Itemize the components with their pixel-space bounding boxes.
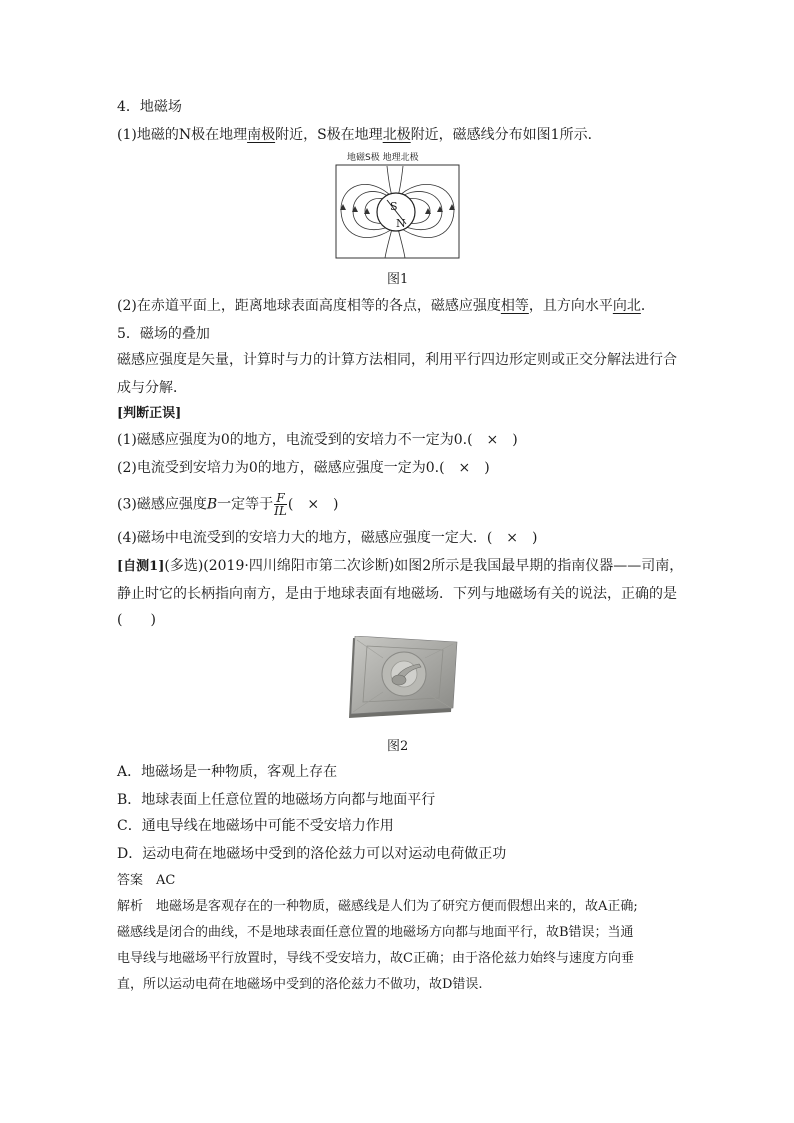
self-test-line-1 [117,556,683,577]
text: ，且方向水平 [528,298,613,314]
paragraph-3-line-2: 成与分解． [117,380,187,396]
explanation-line-1: 解析 地磁场是客观存在的一种物质，磁感线是人们为了研究方便而假想出来的，故A正确; [117,899,638,914]
explanation-line-3: 电导线与地磁场平行放置时，导线不受安培力，故C正确；由于洛伦兹力始终与速度方向垂 [117,951,634,966]
option-b: B．地球表面上任意位置的地磁场方向都与地面平行 [117,792,436,808]
denominator: IL [274,504,287,518]
answer: 答案 AC [117,873,176,888]
text: 一定等于 [217,496,274,513]
text: (1)地磁的N极在地理 [117,127,248,143]
underlined-answer: 南极 [247,127,276,143]
section-heading-superposition: 5．磁场的叠加 [117,326,210,342]
self-test-line-2: 静止时它的长柄指向南方，是由于地球表面有地磁场．下列与地磁场有关的说法，正确的是 [117,586,677,602]
self-test-line-3: ( ) [117,612,156,628]
fraction-f-over-il [274,492,287,517]
explanation-line-2: 磁感线是闭合的曲线，不是地球表面任意位置的地磁场方向都与地面平行，故B错误；当通 [117,925,634,940]
figure-2-sinan-compass-image [347,636,459,728]
figure-1-magnetic-field-diagram [335,150,460,262]
figure-1-title: 地磁S极 地理北极 [347,153,419,163]
judge-title: [判断正误] [117,406,182,421]
option-c: C．通电导线在地磁场中可能不受安培力作用 [117,818,394,834]
self-test-label: [自测1] [117,559,165,574]
figure-1-caption: 图1 [387,272,409,287]
paragraph-2 [117,296,655,316]
explanation-line-4: 直，所以运动电荷在地磁场中受到的洛伦兹力不做功，故D错误. [117,977,483,992]
paragraph-1 [117,125,602,145]
text: (2)在赤道平面上，距离地球表面高度相等的各点，磁感应强度 [117,298,501,314]
text: ( × ) [287,496,339,513]
section-heading-geomagnetic-field: 4．地磁场 [117,99,182,115]
judge-item-2: (2)电流受到安培力为0的地方，磁感应强度一定为0.( × ) [117,460,490,476]
text: 附近，S极在地理 [275,127,383,143]
symbol-b: B [206,496,218,513]
option-d: D．运动电荷在地磁场中受到的洛伦兹力可以对运动电荷做正功 [117,846,507,862]
underlined-answer: 向北 [612,298,641,314]
numerator: F [274,492,287,505]
n-pole-label: N [396,217,406,230]
judge-item-4: (4)磁场中电流受到的安培力大的地方，磁感应强度一定大．( × ) [117,530,538,546]
judge-item-3 [117,492,339,517]
s-pole-label: S [390,200,398,213]
underlined-answer: 北极 [382,127,411,143]
underlined-answer: 相等 [500,298,529,314]
figure-2-caption: 图2 [387,739,409,754]
option-a: A．地磁场是一种物质，客观上存在 [117,764,338,780]
paragraph-3-line-1: 磁感应强度是矢量，计算时与力的计算方法相同，利用平行四边形定则或正交分解法进行合 [117,352,677,368]
judge-item-1: (1)磁感应强度为0的地方，电流受到的安培力不一定为0.( × ) [117,432,518,448]
text: (3)磁感应强度 [117,496,207,513]
text: ． [640,298,655,314]
text: 附近，磁感线分布如图1所示． [410,127,602,143]
text: (多选)(2019·四川绵阳市第二次诊断)如图2所示是我国最早期的指南仪器——司南， [164,558,684,574]
